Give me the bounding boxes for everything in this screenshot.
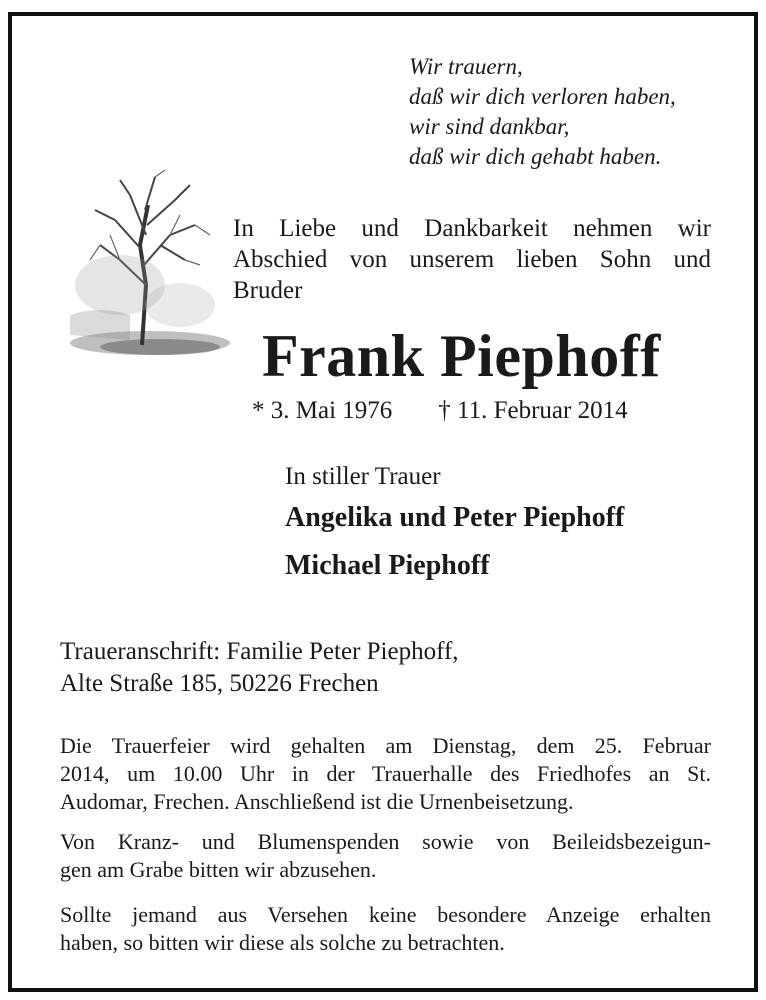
notice-line: haben, so bitten wir diese als solche zu betrachten. <box>60 930 505 955</box>
funeral-notice <box>60 732 711 816</box>
intro-line: Abschied von unserem lieben Sohn und <box>233 246 711 273</box>
address-line: Alte Straße 185, 50226 Frechen <box>60 670 379 697</box>
notice-line: 2014, um 10.00 Uhr in der Trauerhalle des Friedhofes an St. <box>60 761 711 786</box>
mourner-name: Michael Piephoff <box>285 550 490 581</box>
notice-line: Die Trauerfeier wird gehalten am Dienstag, dem 25. Februar <box>60 733 711 758</box>
mourning-address <box>60 636 459 700</box>
notice-line: gen am Grabe bitten wir abzusehen. <box>60 857 377 882</box>
mourner-name: Angelika und Peter Piephoff <box>285 502 625 533</box>
address-line: Traueranschrift: Familie Peter Piephoff, <box>60 638 459 665</box>
mourning-label: In stiller Trauer <box>285 463 441 490</box>
closing-notice <box>60 901 711 957</box>
poem <box>409 52 676 172</box>
donation-notice <box>60 828 711 884</box>
intro-line: Bruder <box>233 277 303 304</box>
birth-date: * 3. Mai 1976 <box>252 397 393 424</box>
poem-line: Wir trauern, <box>409 54 523 79</box>
notice-line: Audomar, Frechen. Anschließend ist die Urnenbeisetzung. <box>60 789 574 814</box>
tree-icon <box>60 165 230 365</box>
intro-text <box>233 213 711 306</box>
notice-line: Sollte jemand aus Versehen keine besondere Anzeige erhalten <box>60 902 711 927</box>
life-dates <box>252 397 628 425</box>
poem-line: wir sind dankbar, <box>409 114 570 139</box>
poem-line: daß wir dich verloren haben, <box>409 84 676 109</box>
notice-line: Von Kranz- und Blumenspenden sowie von Beileidsbezeigun- <box>60 829 711 854</box>
death-date: † 11. Februar 2014 <box>438 397 628 424</box>
poem-line: daß wir dich gehabt haben. <box>409 144 662 169</box>
deceased-name: Frank Piephoff <box>262 323 661 389</box>
intro-line: In Liebe und Dankbarkeit nehmen wir <box>233 215 711 242</box>
